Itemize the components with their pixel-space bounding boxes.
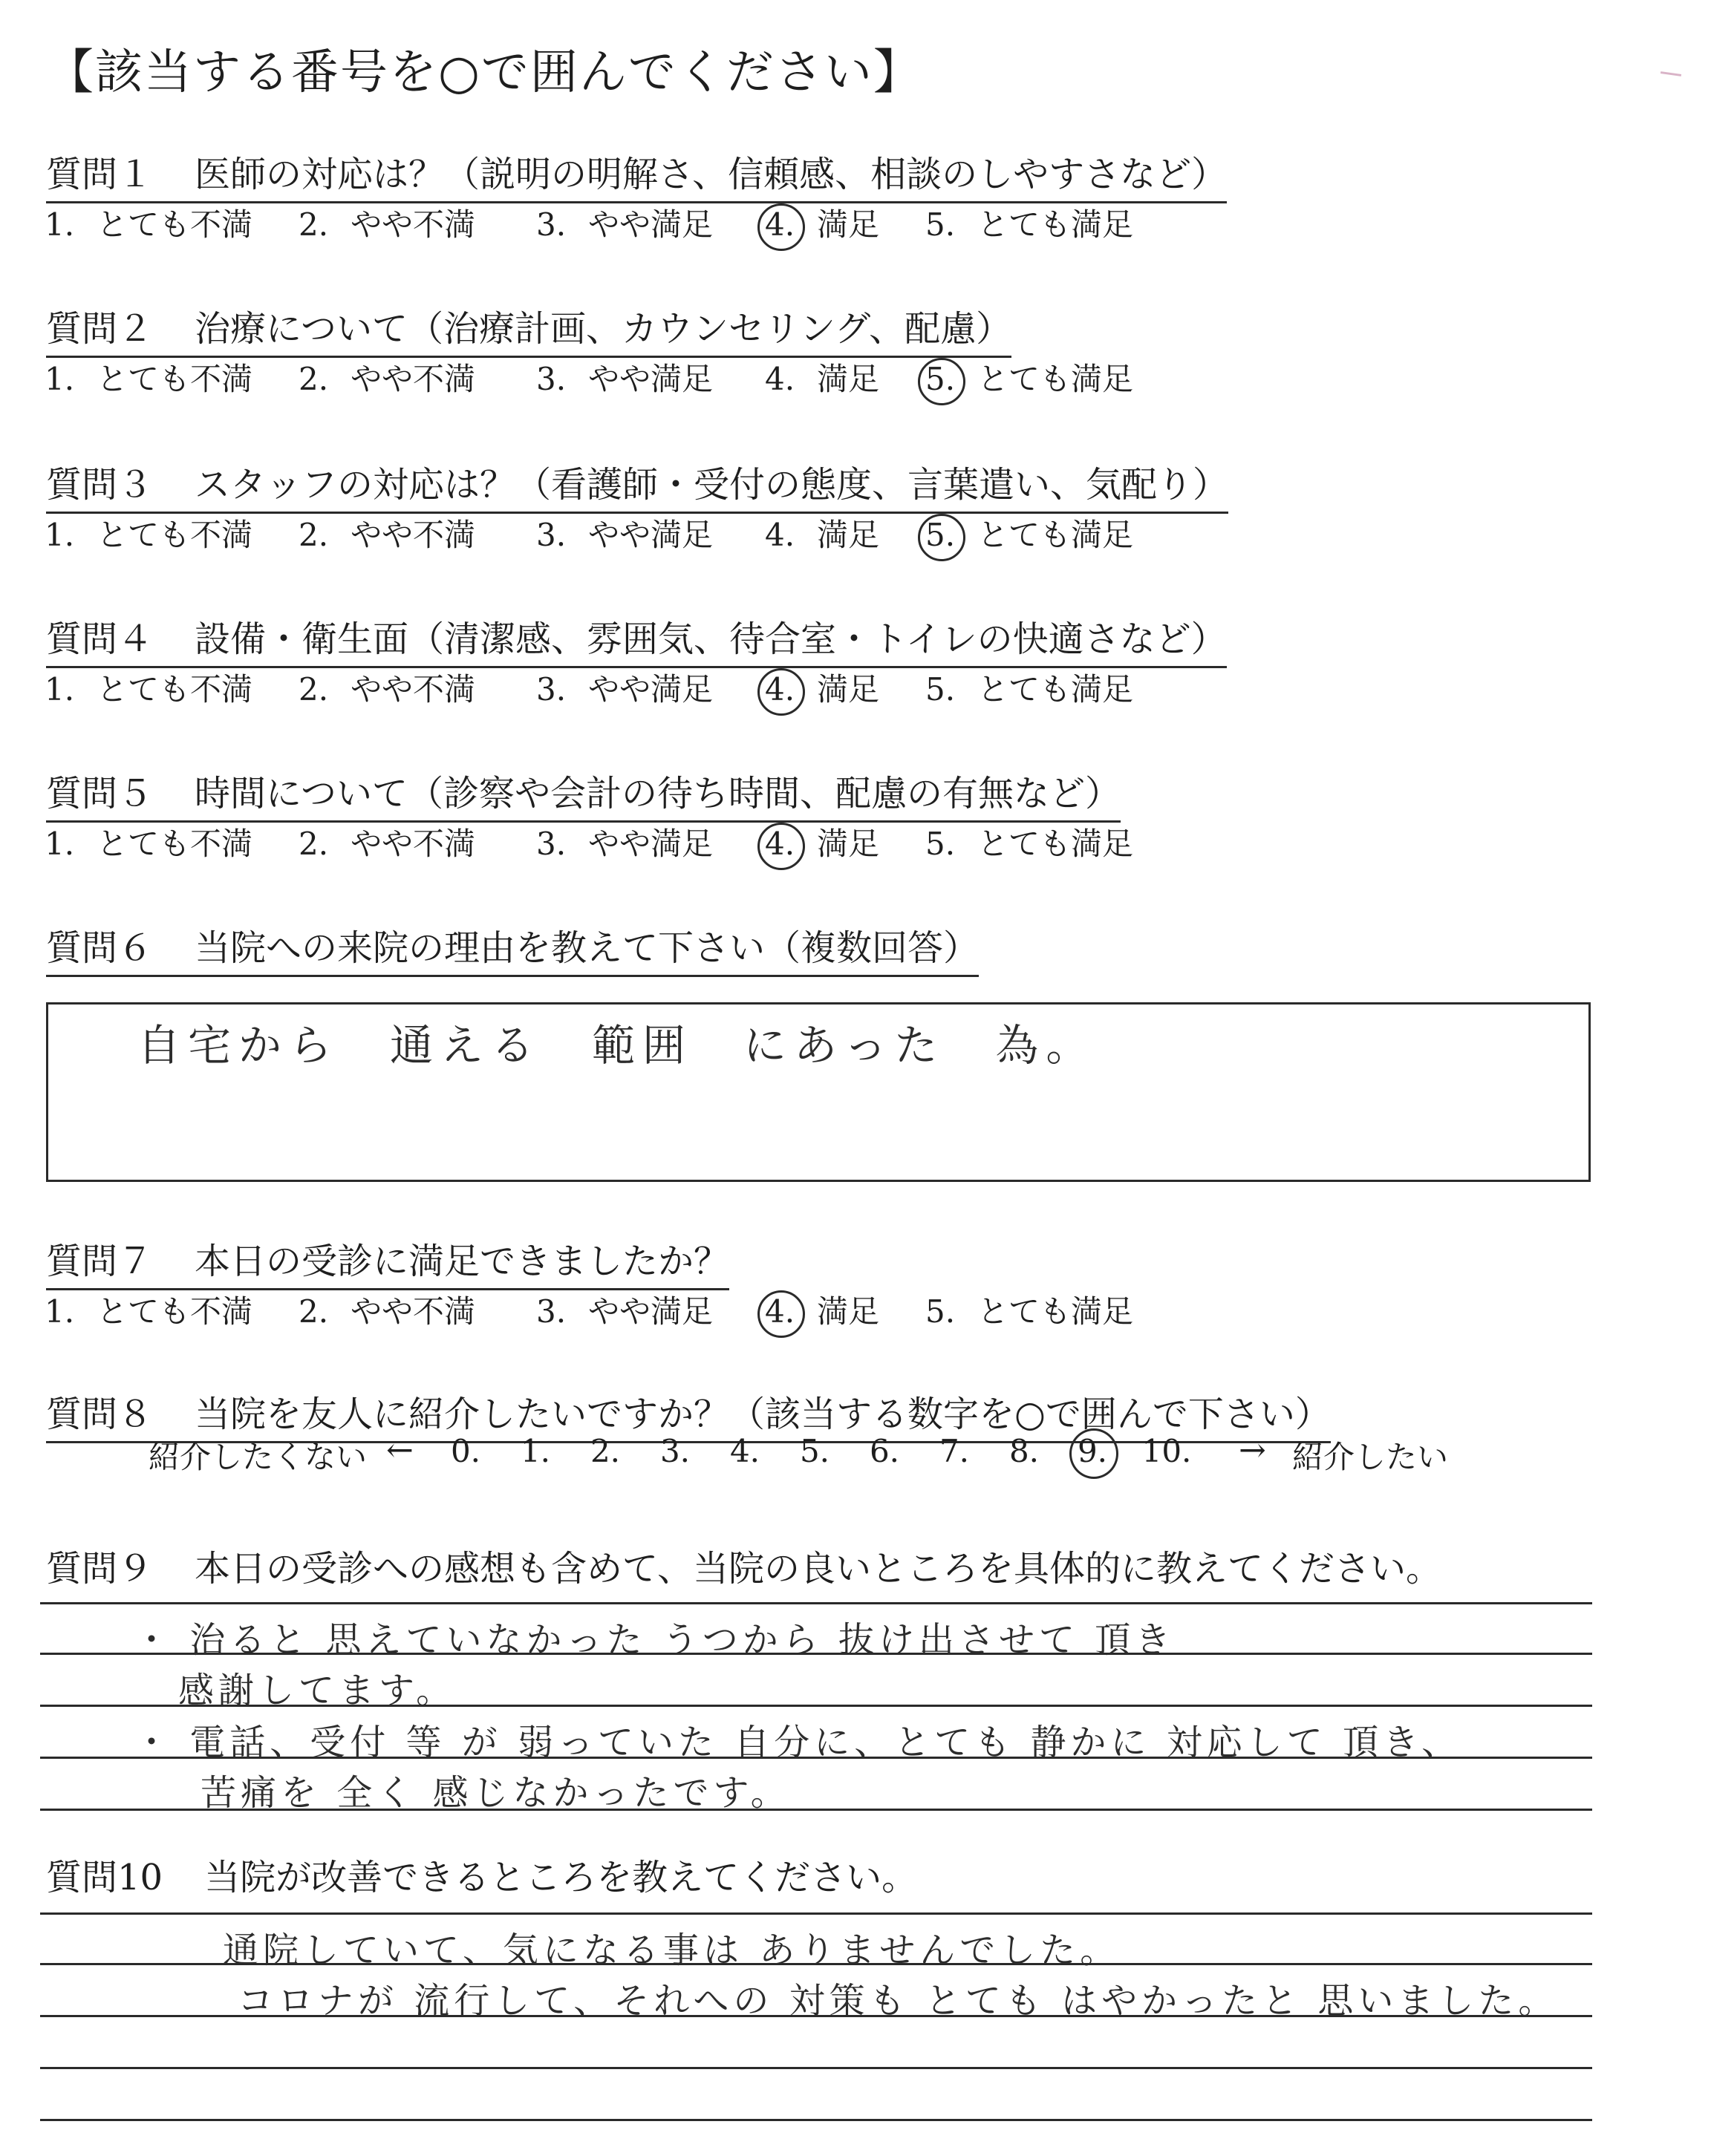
scale-right-label: 紹介したい <box>1292 1439 1449 1475</box>
question-2-heading <box>46 300 1011 358</box>
option-label: やや不満 <box>351 206 476 243</box>
option-label: とても不満 <box>97 361 253 397</box>
question-3-heading <box>46 456 1228 514</box>
option-label: 満足 <box>817 826 880 862</box>
rating-option-4[interactable] <box>765 200 879 245</box>
option-label: やや満足 <box>588 517 714 553</box>
question-number: 質問４ <box>46 618 154 660</box>
scale-value-5[interactable]: 5. <box>799 1433 830 1469</box>
option-number: 4. <box>765 826 798 862</box>
option-number: 4. <box>765 517 795 553</box>
option-label: 満足 <box>817 361 880 397</box>
scale-value-2[interactable]: 2. <box>590 1433 621 1469</box>
right-arrow-icon: → <box>1239 1431 1266 1469</box>
handwritten-answer: ・ 治ると 思えていなかった うつから 抜け出させて 頂き <box>134 1619 1176 1661</box>
option-label: とても満足 <box>977 671 1134 708</box>
option-number: 1. <box>45 1293 75 1330</box>
rating-option-1[interactable] <box>45 665 252 710</box>
question-2-options <box>45 355 1678 399</box>
question-4-options <box>45 665 1678 710</box>
question-text: 当院が改善できるところを教えてください。 <box>204 1857 918 1898</box>
option-number: 4. <box>765 361 795 397</box>
question-number: 質問５ <box>46 773 154 814</box>
option-label: やや不満 <box>351 1293 476 1330</box>
rating-option-2[interactable] <box>299 665 475 710</box>
question-text: 本日の受診への感想も含めて、当院の良いところを具体的に教えてください。 <box>195 1548 1442 1590</box>
scale-value-6[interactable]: 6. <box>869 1433 900 1469</box>
rating-option-3[interactable] <box>536 511 713 555</box>
rating-option-2[interactable] <box>299 820 475 864</box>
option-number: 5. <box>925 671 956 708</box>
question-6-heading <box>46 919 979 977</box>
rating-option-2[interactable] <box>299 200 475 245</box>
question-9-heading <box>46 1540 1441 1595</box>
question-7-heading <box>46 1232 729 1290</box>
scale-value-7[interactable]: 7. <box>939 1433 970 1469</box>
answer-line <box>40 1912 1592 1915</box>
handwritten-answer: 苦痛を 全く 感じなかったです。 <box>201 1772 791 1814</box>
handwritten-answer: 通院していて、気になる事は ありませんでした。 <box>223 1930 1121 1971</box>
question-number: 質問10 <box>46 1857 163 1898</box>
scale-value-0[interactable]: 0. <box>450 1433 481 1469</box>
rating-option-4[interactable] <box>765 820 879 864</box>
option-label: とても不満 <box>97 826 253 862</box>
option-number: 3. <box>536 1293 567 1330</box>
question-number: 質問１ <box>46 154 154 195</box>
rating-option-2[interactable] <box>299 511 475 555</box>
option-label: やや不満 <box>351 517 476 553</box>
scale-left-label: 紹介したくない <box>149 1439 368 1475</box>
option-number: 3. <box>536 671 567 708</box>
rating-option-3[interactable] <box>536 1287 713 1332</box>
question-text: 医師の対応は？（説明の明解さ、信頼感、相談のしやすさなど） <box>195 154 1228 195</box>
option-label: やや不満 <box>351 826 476 862</box>
rating-option-3[interactable] <box>536 820 713 864</box>
question-number: 質問６ <box>46 927 154 969</box>
answer-line <box>40 2119 1592 2121</box>
question-number: 質問３ <box>46 464 154 506</box>
option-label: 満足 <box>817 1293 880 1330</box>
handwritten-answer: 自宅から 通える 範囲 にあった 為。 <box>137 1020 1097 1071</box>
question-number: 質問９ <box>46 1548 154 1590</box>
option-number: 1. <box>45 361 75 397</box>
answer-line <box>40 2067 1592 2069</box>
question-number: 質問８ <box>46 1394 154 1435</box>
rating-option-4[interactable] <box>765 1287 879 1332</box>
option-label: やや満足 <box>588 1293 714 1330</box>
handwritten-answer: コロナが 流行して、それへの 対策も とても はやかったと 思いました。 <box>238 1980 1559 2022</box>
option-label: とても満足 <box>977 361 1134 397</box>
question-4-heading <box>46 610 1227 668</box>
option-number: 2. <box>299 826 329 862</box>
question-number: 質問２ <box>46 308 154 350</box>
rating-option-1[interactable] <box>45 1287 252 1332</box>
question-1-options <box>45 200 1678 245</box>
rating-option-1[interactable] <box>45 511 252 555</box>
left-arrow-icon: ← <box>386 1431 414 1469</box>
option-number: 4. <box>765 1293 798 1330</box>
option-label: やや満足 <box>588 361 714 397</box>
scale-value-8[interactable]: 8. <box>1008 1433 1040 1469</box>
rating-option-4[interactable] <box>765 511 879 555</box>
scale-value-10[interactable]: 10. <box>1141 1433 1192 1469</box>
rating-option-5[interactable] <box>925 820 1133 864</box>
rating-option-5[interactable] <box>925 665 1133 710</box>
option-number: 2. <box>299 517 329 553</box>
rating-option-3[interactable] <box>536 665 713 710</box>
rating-option-2[interactable] <box>299 355 475 399</box>
question-3-options <box>45 511 1678 555</box>
option-number: 3. <box>536 361 567 397</box>
scale-value-4[interactable]: 4. <box>729 1433 760 1469</box>
rating-option-5[interactable] <box>925 1287 1133 1332</box>
option-label: やや不満 <box>351 361 476 397</box>
option-number: 4. <box>765 206 798 243</box>
handwritten-answer: 感謝してます。 <box>178 1670 457 1711</box>
question-text: 本日の受診に満足できましたか？ <box>195 1241 730 1282</box>
option-label: とても不満 <box>97 517 253 553</box>
question-5-heading <box>46 765 1121 823</box>
question-5-options <box>45 820 1678 864</box>
question-7-options <box>45 1287 1678 1332</box>
option-number: 2. <box>299 671 329 708</box>
rating-option-1[interactable] <box>45 355 252 399</box>
option-label: 満足 <box>817 671 880 708</box>
option-label: 満足 <box>817 206 880 243</box>
option-number: 2. <box>299 1293 329 1330</box>
scale-value-3[interactable]: 3. <box>659 1433 691 1469</box>
option-number: 3. <box>536 206 567 243</box>
option-number: 1. <box>45 671 75 708</box>
option-label: とても不満 <box>97 206 253 243</box>
handwritten-answer: ・ 電話、受付 等 が 弱っていた 自分に、とても 静かに 対応して 頂き、 <box>134 1722 1462 1763</box>
question-number: 質問７ <box>46 1241 154 1282</box>
recommend-scale <box>149 1433 1671 1477</box>
question-text: 当院への来院の理由を教えて下さい（複数回答） <box>195 927 980 969</box>
option-label: とても満足 <box>977 1293 1134 1330</box>
question-text: 時間について（診察や会計の待ち時間、配慮の有無など） <box>195 773 1121 814</box>
question-text: 当院を友人に紹介したいですか？（該当する数字を○で囲んで下さい） <box>195 1394 1331 1435</box>
question-10-heading <box>46 1849 917 1904</box>
scale-value-1[interactable]: 1. <box>520 1433 551 1469</box>
question-text: 治療について（治療計画、カウンセリング、配慮） <box>195 308 1012 350</box>
rating-option-1[interactable] <box>45 820 252 864</box>
option-label: とても満足 <box>977 826 1134 862</box>
option-number: 1. <box>45 206 75 243</box>
rating-option-4[interactable] <box>765 665 879 710</box>
rating-option-4[interactable] <box>765 355 879 399</box>
rating-option-5[interactable] <box>925 200 1133 245</box>
rating-option-3[interactable] <box>536 200 713 245</box>
scale-value-9[interactable]: 9. <box>1066 1433 1118 1469</box>
rating-option-1[interactable] <box>45 200 252 245</box>
option-number: 1. <box>45 517 75 553</box>
page-title: 【該当する番号を○で囲んでください】 <box>46 45 922 100</box>
stray-mark <box>1661 71 1681 76</box>
option-label: やや満足 <box>588 671 714 708</box>
option-label: とても不満 <box>97 671 253 708</box>
option-number: 5. <box>925 206 956 243</box>
option-label: やや不満 <box>351 671 476 708</box>
question-1-heading <box>46 146 1227 203</box>
rating-option-5[interactable] <box>925 355 1133 399</box>
option-number: 1. <box>45 826 75 862</box>
rating-option-3[interactable] <box>536 355 713 399</box>
option-label: とても不満 <box>97 1293 253 1330</box>
option-number: 4. <box>765 671 798 708</box>
option-label: やや満足 <box>588 206 714 243</box>
question-text: 設備・衛生面（清潔感、雰囲気、待合室・トイレの快適さなど） <box>195 618 1227 660</box>
option-number: 3. <box>536 826 567 862</box>
option-label: 満足 <box>817 517 880 553</box>
option-number: 5. <box>925 826 956 862</box>
option-number: 5. <box>925 517 958 553</box>
rating-option-5[interactable] <box>925 511 1133 555</box>
answer-line <box>40 1602 1592 1604</box>
rating-option-2[interactable] <box>299 1287 475 1332</box>
question-text: スタッフの対応は？（看護師・受付の態度、言葉遣い、気配り） <box>195 464 1229 506</box>
option-label: とても満足 <box>977 206 1134 243</box>
option-label: とても満足 <box>977 517 1134 553</box>
option-number: 5. <box>925 1293 956 1330</box>
question-6-answer-box[interactable] <box>46 1002 1591 1182</box>
option-number: 5. <box>925 361 958 397</box>
option-number: 2. <box>299 361 329 397</box>
option-number: 2. <box>299 206 329 243</box>
option-number: 3. <box>536 517 567 553</box>
option-label: やや満足 <box>588 826 714 862</box>
